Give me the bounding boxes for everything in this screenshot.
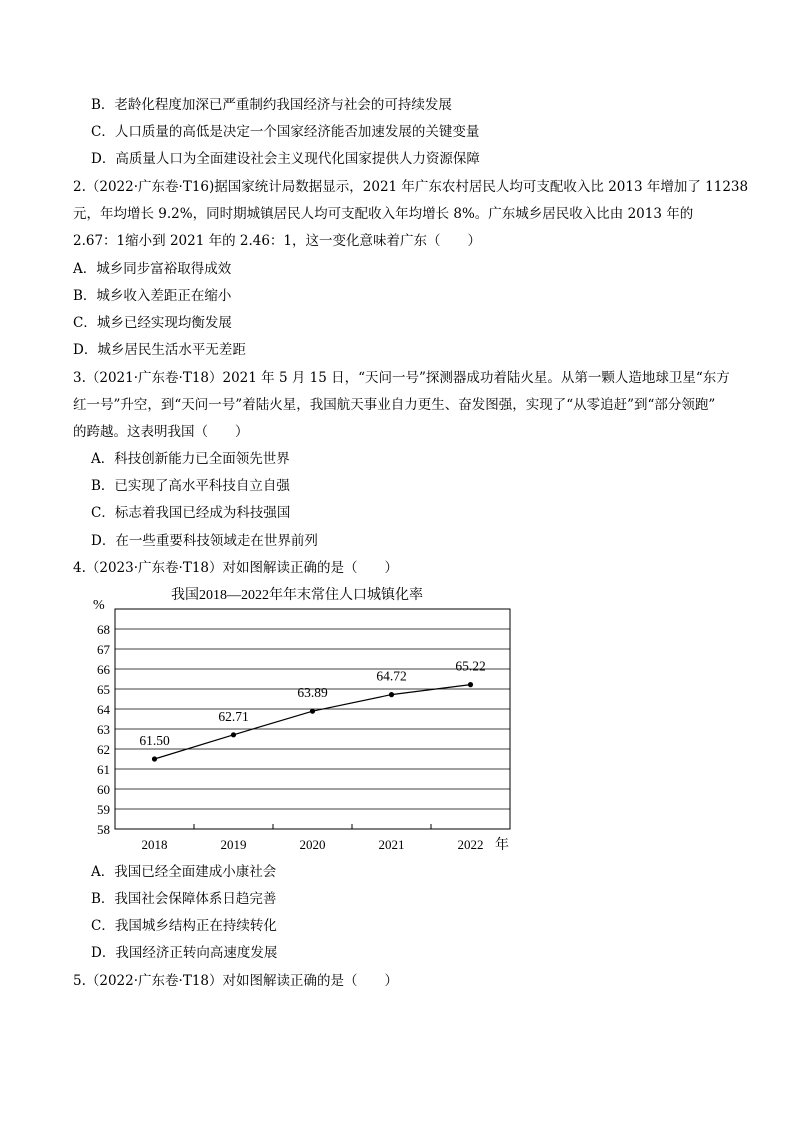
y-tick-label: 59 [97,802,110,817]
y-tick-label: 61 [97,762,110,777]
q1-option-b: B．老龄化程度加深已严重制约我国经济与社会的可持续发展 [91,97,452,113]
y-tick-label: 63 [97,722,110,737]
q3-option-a: A．科技创新能力已全面领先世界 [91,451,290,467]
data-label: 62.71 [218,708,249,724]
y-axis-label: % [93,598,105,613]
urbanization-line-chart [85,585,525,860]
q3-option-b: B．已实现了高水平科技自立自强 [91,478,290,494]
q2-stem-line2: 元，年均增长 9.2%，同时期城镇居民人均可支配收入年均增长 8%。广东城乡居民收入比由 2013 年的 [73,206,694,222]
q4-option-c: C．我国城乡结构正在持续转化 [91,918,277,934]
y-tick-label: 58 [97,822,110,837]
y-tick-label: 62 [97,742,110,757]
plot-frame [115,609,510,829]
data-label: 63.89 [297,685,328,701]
y-tick-label: 60 [97,782,110,797]
y-tick-label: 68 [97,622,110,637]
data-point [389,692,394,697]
chart-title: 我国2018—2022年年末常住人口城镇化率 [171,588,423,603]
x-axis-label: 年 [495,838,509,853]
x-tick-label: 2019 [220,837,247,852]
y-tick-label: 67 [97,642,110,657]
q3-stem-line1: 3.（2021·广东卷·T18）2021 年 5 月 15 日，“天问一号”探测器成功着陆火星。从第一颗人造地球卫星“东方 [73,370,730,386]
data-label: 64.72 [376,668,407,684]
x-tick-label: 2022 [457,837,484,852]
data-point [231,732,236,737]
q3-stem-line3: 的跨越。这表明我国（ ） [73,424,249,440]
y-tick-label: 66 [97,662,110,677]
q1-option-c: C．人口质量的高低是决定一个国家经济能否加速发展的关键变量 [91,124,480,140]
q2-option-b: B．城乡收入差距正在缩小 [73,288,232,304]
data-label: 65.22 [455,658,486,674]
y-tick-label: 64 [97,702,110,717]
q4-option-b: B．我国社会保障体系日趋完善 [91,891,277,907]
q3-option-d: D．在一些重要科技领域走在世界前列 [91,533,318,549]
q5-stem: 5.（2022·广东卷·T18）对如图解读正确的是（ ） [73,973,399,989]
data-point [152,756,157,761]
q4-option-d: D．我国经济正转向高速度发展 [91,945,278,961]
q2-option-a: A．城乡同步富裕取得成效 [73,261,232,277]
q4-stem: 4.（2023·广东卷·T18）对如图解读正确的是（ ） [73,560,399,576]
data-point [310,709,315,714]
q2-option-d: D．城乡居民生活水平无差距 [73,342,246,358]
q3-stem-line2: 红一号”升空，到“天问一号”着陆火星，我国航天事业自力更生、奋发图强，实现了“从零追赶”到“部分领跑” [73,397,716,413]
q2-stem-line1: 2.（2022·广东卷·T16)据国家统计局数据显示，2021 年广东农村居民人均可支配收入比 2013 年增加了 11238 [73,179,749,195]
data-label: 61.50 [139,733,170,748]
q2-stem-line3: 2.67：1缩小到 2021 年的 2.46：1，这一变化意味着广东（ ） [73,233,482,249]
x-tick-label: 2018 [141,837,168,852]
q3-option-c: C．标志着我国已经成为科技强国 [91,505,291,521]
q2-option-c: C．城乡已经实现均衡发展 [73,315,232,331]
y-tick-label: 65 [97,682,110,697]
x-tick-label: 2020 [299,837,326,852]
q4-option-a: A．我国已经全面建成小康社会 [91,864,277,880]
x-tick-label: 2021 [378,837,405,852]
data-point [468,682,473,687]
q1-option-d: D．高质量人口为全面建设社会主义现代化国家提供人力资源保障 [91,151,480,167]
